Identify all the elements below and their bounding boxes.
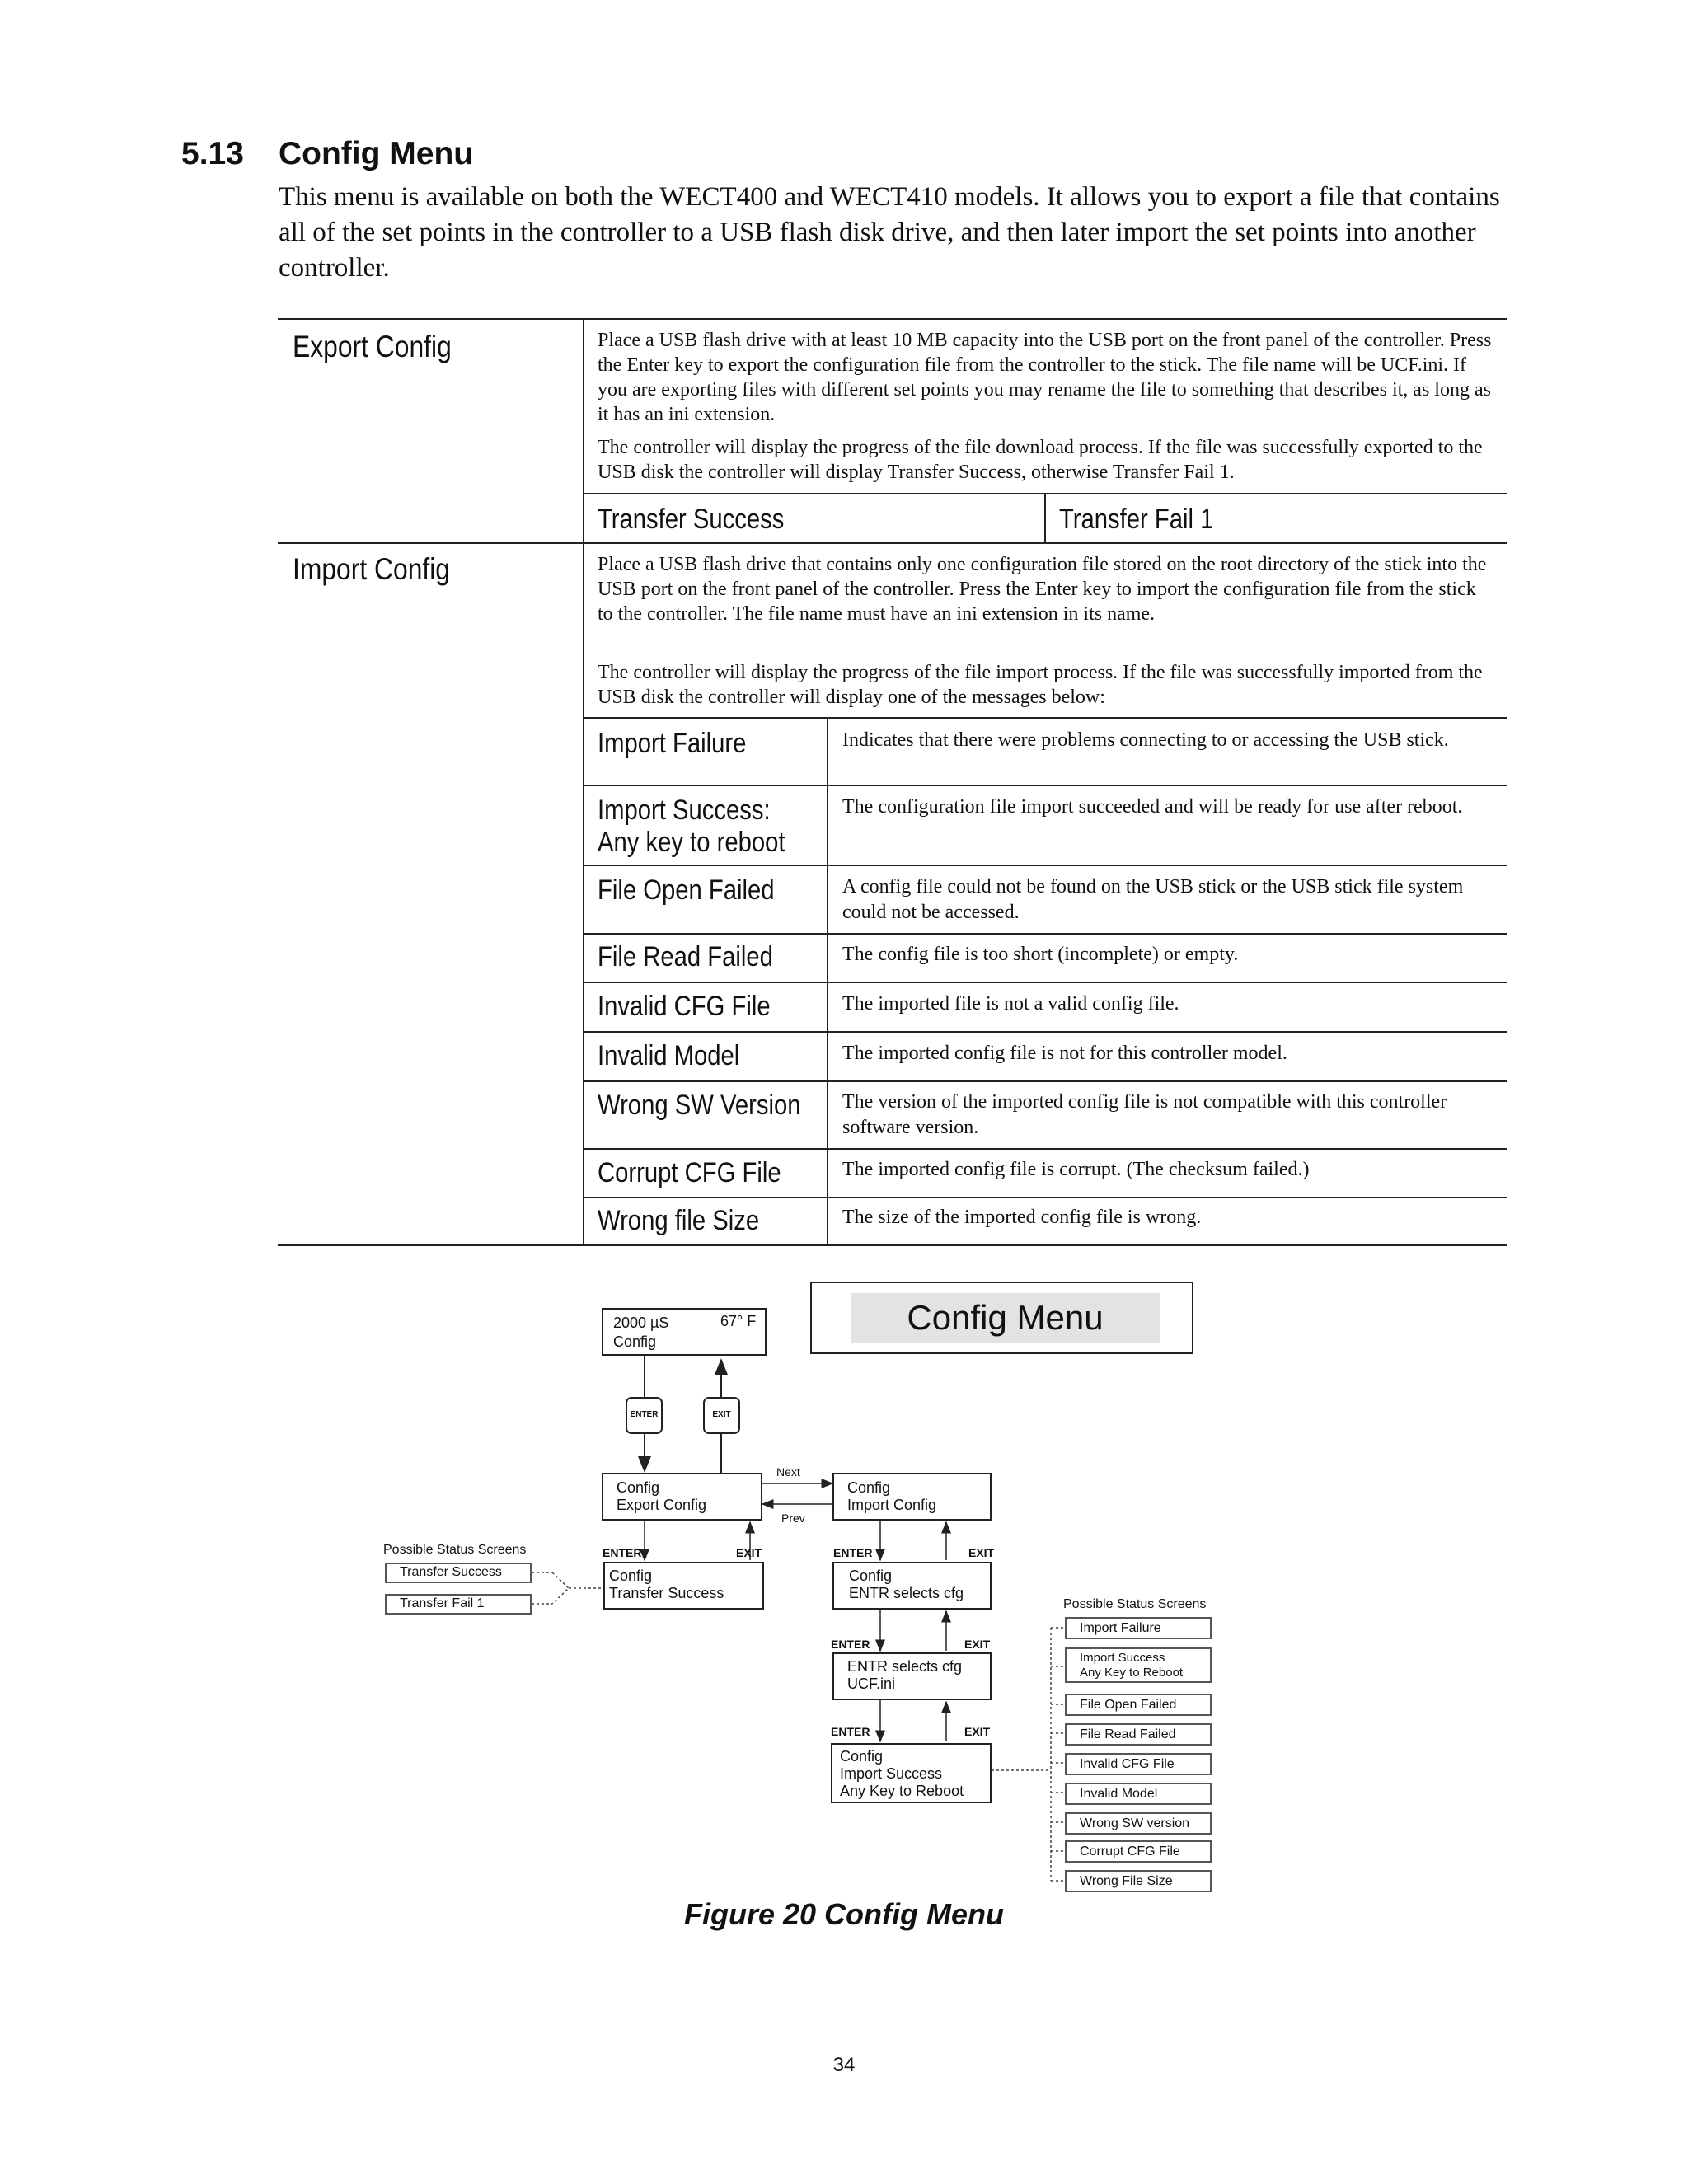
import-status-screen: Import Success Any Key to Reboot (1065, 1647, 1212, 1683)
enter-label: ENTER (833, 1546, 873, 1559)
import-config-label: Import Config (293, 552, 451, 586)
import-paragraph-2: The controller will display the progress of the file import process. If the file was successfully imported from the USB disk the controller will display one of the messages below: (598, 662, 1483, 708)
page-number: 34 (832, 2054, 856, 2076)
exit-button[interactable]: EXIT (703, 1397, 740, 1434)
screen-line: ENTR selects cfg (849, 1585, 964, 1601)
message-name: Invalid CFG File (598, 991, 771, 1022)
message-name: Wrong SW Version (598, 1090, 801, 1121)
section-title: Config Menu (279, 136, 474, 171)
file-select-screen (832, 1652, 992, 1700)
figure-caption: Figure 20 Config Menu (683, 1897, 1004, 1931)
screen-line: UCF.ini (847, 1675, 896, 1692)
exit-label: EXIT (736, 1546, 762, 1559)
message-name: Import Success: Any key to reboot (598, 794, 785, 858)
import-status-screen: File Read Failed (1065, 1723, 1212, 1746)
message-desc: The imported config file is corrupt. (The checksum failed.) (842, 1159, 1310, 1180)
enter-button[interactable]: ENTER (626, 1397, 663, 1434)
message-desc: Indicates that there were problems connecting to or accessing the USB stick. (842, 729, 1449, 751)
home-screen (602, 1308, 767, 1356)
screen-line: Config (849, 1568, 893, 1584)
screen-line: Import Success (840, 1765, 943, 1782)
screen-line: Config (609, 1568, 653, 1584)
import-status-screen: Invalid Model (1065, 1783, 1212, 1805)
import-result-screen (831, 1743, 992, 1803)
section-intro: This menu is available on both the WECT400 and WECT410 models. It allows you to export a file that contains all of the set points in the controller to a USB flash disk drive, and then later import the set points into another controller. (279, 182, 1500, 283)
home-temperature: 67° F (720, 1313, 757, 1329)
home-menu-name: Config (613, 1333, 657, 1350)
export-paragraph-1: Place a USB flash drive with at least 10 MB capacity into the USB port on the front panel of the controller. Press the Enter key to export the configuration file from the controller to the stick. The file name will be UCF.ini. If you are exporting files with different set points you may rename the file to something that describes it, as long as it has an ini extension. (598, 330, 1492, 425)
message-desc: The config file is too short (incomplete) or empty. (842, 944, 1239, 965)
screen-line: Transfer Success (609, 1585, 724, 1601)
import-status-screen: Corrupt CFG File (1065, 1840, 1212, 1863)
message-desc: The imported file is not a valid config file. (842, 993, 1179, 1015)
message-desc: A config file could not be found on the USB stick or the USB stick file system could not be accessed. (842, 876, 1464, 923)
import-status-screen: Wrong File Size (1065, 1870, 1212, 1892)
screen-line: Any Key to Reboot (840, 1783, 964, 1799)
import-paragraph-1: Place a USB flash drive that contains only one configuration file stored on the root directory of the stick into the USB port on the front panel of the controller. Press the Enter key to import the configuration file from the stick to the controller. The file name must have an ini extension in its name. (598, 554, 1487, 625)
screen-line: Config (847, 1479, 891, 1496)
config-menu-title: Config Menu (907, 1298, 1104, 1337)
exit-label: EXIT (964, 1725, 991, 1738)
message-desc: The imported config file is not for this controller model. (842, 1043, 1287, 1064)
export-paragraph-2: The controller will display the progress of the file download process. If the file was successfully exported to the USB disk the controller will display Transfer Success, otherwise Transfer Fail 1. (598, 437, 1483, 483)
export-config-screen (602, 1473, 762, 1521)
message-name: Import Failure (598, 728, 747, 759)
screen-line: Config (840, 1748, 884, 1765)
import-status-screen: File Open Failed (1065, 1694, 1212, 1716)
message-name: Wrong file Size (598, 1205, 760, 1236)
export-status-screen: Transfer Success (385, 1563, 532, 1583)
import-status-screen: Invalid CFG File (1065, 1753, 1212, 1775)
next-label: Next (776, 1465, 800, 1479)
import-config-screen (832, 1473, 992, 1521)
import-select-screen (832, 1562, 992, 1610)
screen-line: Import Config (847, 1497, 937, 1513)
message-name: Corrupt CFG File (598, 1157, 781, 1188)
config-menu-title-box (810, 1282, 1193, 1354)
transfer-success-screen (603, 1562, 764, 1610)
home-reading: 2000 µS (613, 1315, 669, 1331)
exit-label: EXIT (964, 1638, 991, 1651)
enter-label: ENTER (603, 1546, 642, 1559)
export-status-screen: Transfer Fail 1 (385, 1594, 532, 1615)
transfer-success-label: Transfer Success (598, 504, 785, 535)
import-possible-status-title: Possible Status Screens (1063, 1597, 1207, 1611)
message-name: File Read Failed (598, 941, 773, 972)
screen-line: ENTR selects cfg (847, 1658, 963, 1675)
message-name: Invalid Model (598, 1040, 740, 1071)
transfer-fail-label: Transfer Fail 1 (1059, 504, 1214, 535)
screen-line: Config (617, 1479, 660, 1496)
import-status-screen: Import Failure (1065, 1617, 1212, 1639)
import-status-screen: Wrong SW version (1065, 1812, 1212, 1835)
message-desc: The version of the imported config file is not compatible with this controller software version. (842, 1091, 1447, 1138)
export-possible-status-title: Possible Status Screens (383, 1543, 527, 1557)
enter-label: ENTER (831, 1638, 870, 1651)
message-desc: The configuration file import succeeded and will be ready for use after reboot. (842, 796, 1463, 818)
enter-label: ENTER (831, 1725, 870, 1738)
export-config-label: Export Config (293, 330, 452, 363)
exit-label: EXIT (968, 1546, 995, 1559)
message-desc: The size of the imported config file is wrong. (842, 1207, 1202, 1228)
message-name: File Open Failed (598, 874, 775, 906)
section-number: 5.13 (181, 136, 244, 171)
prev-label: Prev (781, 1511, 805, 1525)
screen-line: Export Config (617, 1497, 707, 1513)
